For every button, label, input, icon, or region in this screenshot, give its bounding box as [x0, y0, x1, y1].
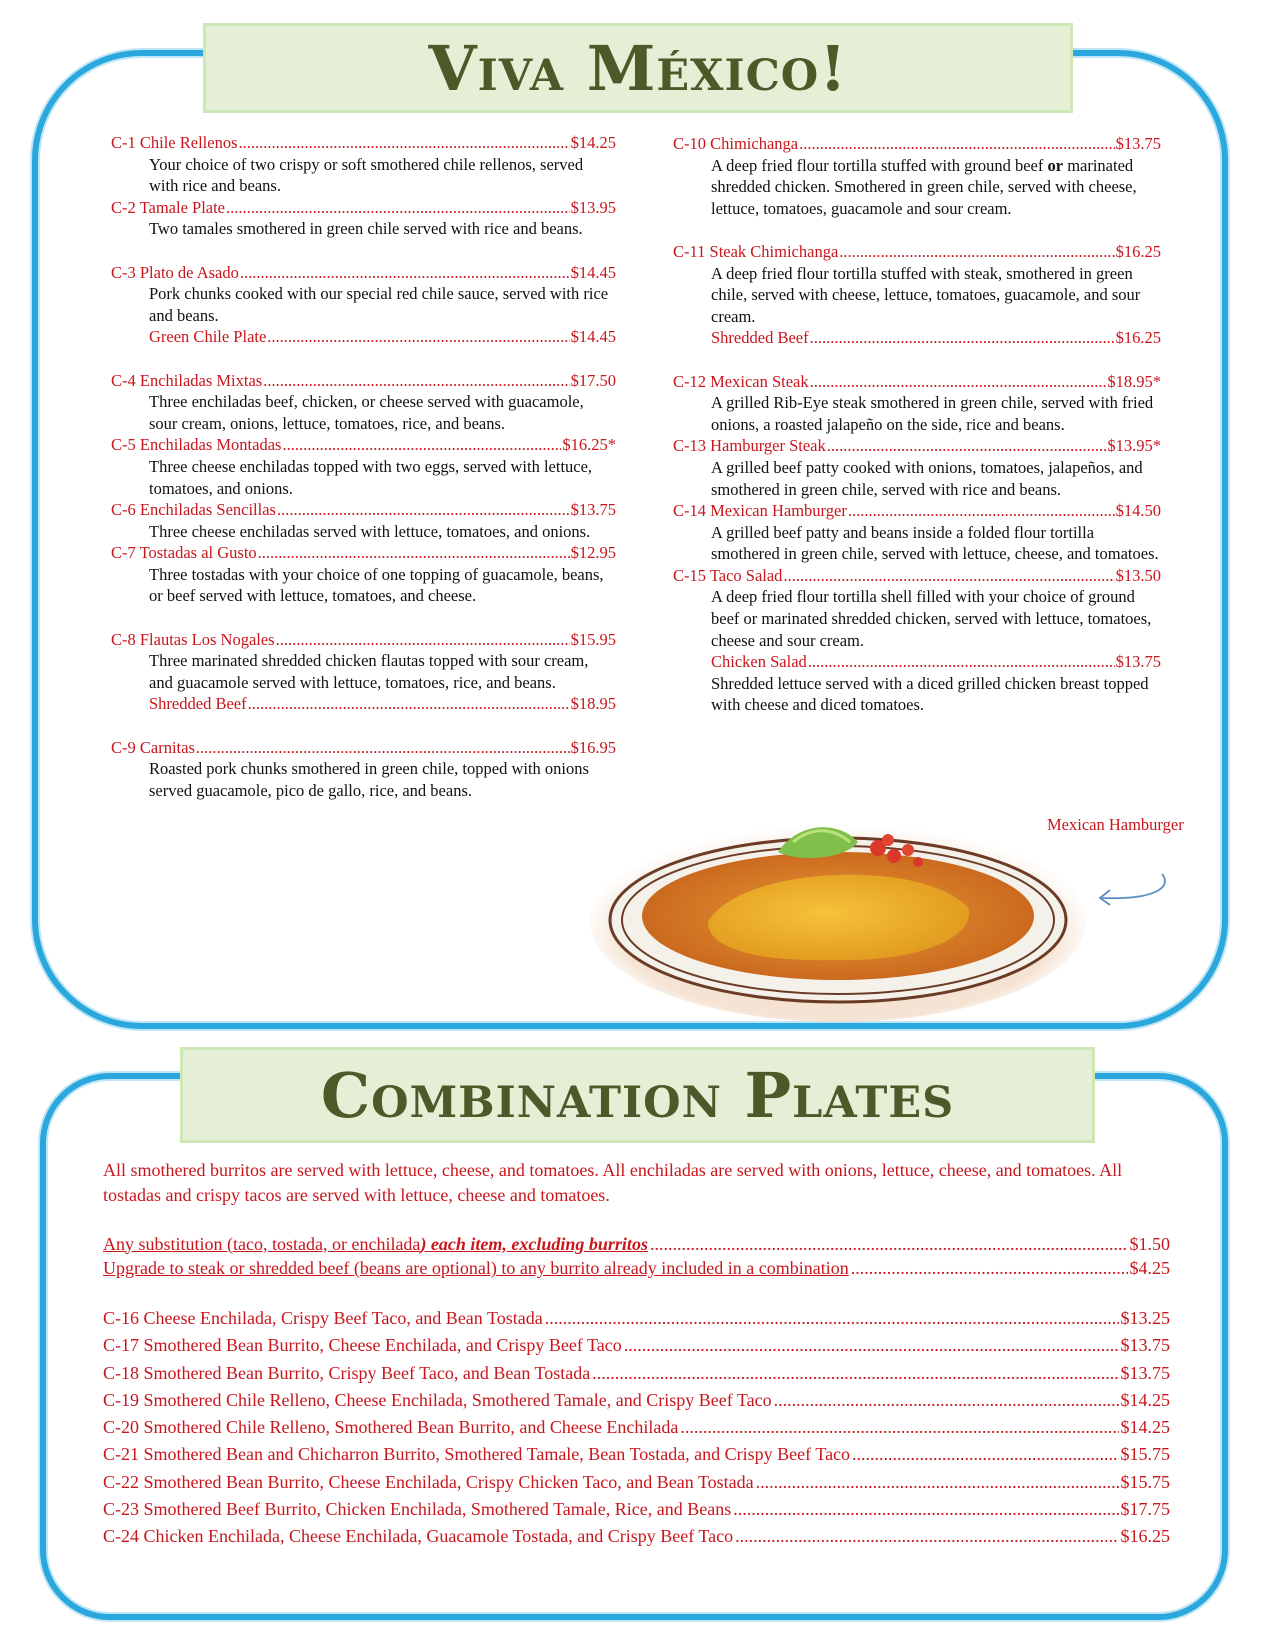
item-description: Three cheese enchiladas topped with two eggs, served with lettuce, tomatoes, and onions. — [149, 456, 593, 498]
item-description: A grilled beef patty cooked with onions, tomatoes, jalapeños, and smothered in green chile, served with rice and beans. — [711, 457, 1143, 499]
menu-item — [111, 629, 616, 715]
item-name: C-4 Enchiladas Mixtas — [111, 370, 263, 390]
item-description: A deep fried flour tortilla stuffed with ground beef or marinated shredded chicken. Smothered in green chile, served with cheese, lettuce, tomatoes, guacamole and sour cream. — [711, 155, 1137, 218]
item-price: $16.95 — [570, 737, 616, 757]
menu-item — [111, 542, 616, 607]
item-description: A grilled beef patty and beans inside a folded flour tortilla smothered in green chile, served with lettuce, cheese, and tomatoes. — [711, 522, 1159, 564]
item-variant-price: $18.95 — [570, 694, 616, 714]
item-price: $13.75 — [1115, 134, 1161, 153]
item-price: $14.45 — [570, 262, 616, 282]
item-variant-name: Green Chile Plate — [149, 327, 267, 347]
item-price: $14.25 — [570, 133, 616, 152]
item-name: C-13 Hamburger Steak — [673, 436, 826, 456]
item-description: Three enchiladas beef, chicken, or cheese served with guacamole, sour cream, onions, lettuce, tomatoes, rice, and beans. — [149, 392, 584, 433]
item-variant-price: $16.25 — [1115, 328, 1161, 348]
substitution-row — [103, 1232, 1170, 1257]
combination-section — [103, 1158, 1170, 1551]
item-name: C-7 Tostadas al Gusto — [111, 543, 257, 563]
item-description: A deep fried flour tortilla stuffed with steak, smothered in green chile, served with cheese, lettuce, tomatoes, guacamole, and sour cream. — [711, 263, 1141, 326]
menu-item — [111, 499, 616, 542]
item-variant-description: Shredded lettuce served with a diced grilled chicken breast topped with cheese and diced tomatoes. — [711, 673, 1149, 715]
menu-column-left — [111, 132, 616, 801]
item-description: A grilled Rib-Eye steak smothered in green chile, served with fried onions, a roasted jalapeño on the side, rice and beans. — [711, 393, 1154, 434]
upgrade-text: Upgrade to steak or shredded beef (beans are optional) to any burrito already included in a combination — [103, 1258, 849, 1278]
item-description: A deep fried flour tortilla shell filled with your choice of ground beef or marinated shredded chicken, served with lettuce, tomatoes, cheese and sour cream. — [711, 587, 1152, 650]
menu-item — [111, 132, 616, 197]
combination-plate: C-17 Smothered Bean Burrito, Cheese Enchilada, and Crispy Beef Taco ..... $13.75 — [103, 1332, 1170, 1359]
menu-item — [673, 565, 1161, 716]
item-variant-name: Shredded Beef — [711, 328, 809, 348]
combination-plate: C-23 Smothered Beef Burrito, Chicken Enchilada, Smothered Tamale, Rice, and Beans ..... $17.75 — [103, 1496, 1170, 1523]
substitution-price: $1.50 — [1129, 1233, 1170, 1254]
item-name: C-2 Tamale Plate — [111, 197, 226, 217]
menu-item — [111, 737, 616, 802]
item-price: $15.95 — [570, 629, 616, 649]
title-banner-bottom — [180, 1047, 1095, 1143]
menu-column-right — [673, 133, 1161, 716]
menu-item — [111, 434, 616, 499]
item-name: C-9 Carnitas — [111, 737, 195, 757]
item-description: Roasted pork chunks smothered in green chile, topped with onions served guacamole, pico de gallo, rice, and beans. — [149, 759, 589, 800]
item-name: C-1 Chile Rellenos — [111, 133, 238, 152]
combination-intro: All smothered burritos are served with lettuce, cheese, and tomatoes. All enchiladas are served with onions, lettuce, cheese, and tomatoes. All tostadas and crispy tacos are served with lettuce, cheese and tomatoes. — [103, 1160, 1123, 1205]
combination-plate: C-16 Cheese Enchilada, Crispy Beef Taco, and Bean Tostada ..... $13.25 — [103, 1305, 1170, 1332]
item-name: C-6 Enchiladas Sencillas — [111, 500, 276, 520]
menu-item — [673, 500, 1161, 565]
item-price: $17.50 — [570, 370, 616, 390]
menu-item — [673, 241, 1161, 349]
combination-plate: C-21 Smothered Bean and Chicharron Burrito, Smothered Tamale, Bean Tostada, and Crispy Beef Taco ..... $15.75 — [103, 1441, 1170, 1468]
item-price: $16.25 — [1115, 241, 1161, 261]
menu-item — [673, 435, 1161, 500]
combination-plate: C-22 Smothered Bean Burrito, Cheese Enchilada, Crispy Chicken Taco, and Bean Tostada ..... $15.75 — [103, 1469, 1170, 1496]
item-name: C-15 Taco Salad — [673, 565, 783, 585]
item-description: Three tostadas with your choice of one topping of guacamole, beans, or beef served with lettuce, tomatoes, and cheese. — [149, 564, 604, 606]
item-name: C-3 Plato de Asado — [111, 262, 239, 282]
upgrade-price: $4.25 — [1129, 1258, 1170, 1278]
item-price: $13.95* — [1107, 436, 1161, 456]
item-price: $14.50 — [1115, 501, 1161, 521]
item-description: Two tamales smothered in green chile served with rice and beans. — [149, 219, 583, 239]
menu-item — [111, 370, 616, 435]
menu-item — [673, 133, 1161, 219]
item-name: C-14 Mexican Hamburger — [673, 501, 847, 521]
item-price: $13.95 — [570, 197, 616, 217]
arrow-icon — [1092, 868, 1172, 912]
combination-plate: C-24 Chicken Enchilada, Cheese Enchilada, Guacamole Tostada, and Crispy Beef Taco ..... $16.25 — [103, 1523, 1170, 1550]
item-description: Pork chunks cooked with our special red chile sauce, served with rice and beans. — [149, 284, 609, 325]
page-title: Viva México! — [428, 31, 848, 105]
item-price: $12.95 — [570, 543, 616, 563]
menu-item — [673, 371, 1161, 436]
combination-plate: C-19 Smothered Chile Relleno, Cheese Enchilada, Smothered Tamale, and Crispy Beef Taco ..... $14.25 — [103, 1387, 1170, 1414]
upgrade-row — [103, 1256, 1170, 1281]
item-name: C-8 Flautas Los Nogales — [111, 629, 275, 649]
item-price: $13.75 — [570, 500, 616, 520]
item-variant-price: $13.75 — [1115, 652, 1161, 672]
title-banner-top — [203, 23, 1073, 113]
item-name: C-10 Chimichanga — [673, 134, 799, 153]
combination-plate: C-20 Smothered Chile Relleno, Smothered Bean Burrito, and Cheese Enchilada ..... $14.25 — [103, 1414, 1170, 1441]
item-price: $18.95* — [1107, 371, 1161, 391]
item-variant-price: $14.45 — [570, 327, 616, 347]
item-price: $13.50 — [1115, 565, 1161, 585]
item-description: Three cheese enchiladas served with lettuce, tomatoes, and onions. — [149, 521, 591, 541]
photo-caption: Mexican Hamburger — [1047, 815, 1184, 834]
item-name: C-12 Mexican Steak — [673, 371, 809, 391]
menu-item — [111, 262, 616, 348]
item-name: C-11 Steak Chimichanga — [673, 241, 839, 261]
food-plate-image — [588, 812, 1088, 1024]
item-variant-name: Chicken Salad — [711, 652, 807, 672]
substitution-text: Any substitution (taco, tostada, or enchilada) each item, excluding burritos — [103, 1233, 648, 1254]
section-title: Combination Plates — [320, 1058, 955, 1132]
item-description: Your choice of two crispy or soft smothered chile rellenos, served with rice and beans. — [149, 154, 584, 196]
item-name: C-5 Enchiladas Montadas — [111, 435, 282, 455]
menu-item — [111, 197, 616, 240]
item-variant-name: Shredded Beef — [149, 694, 247, 714]
combination-plate: C-18 Smothered Bean Burrito, Crispy Beef Taco, and Bean Tostada ..... $13.75 — [103, 1360, 1170, 1387]
item-price: $16.25* — [562, 435, 616, 455]
item-description: Three marinated shredded chicken flautas topped with sour cream, and guacamole served with lettuce, tomatoes, rice, and beans. — [149, 651, 589, 692]
combination-plate-list — [103, 1305, 1170, 1551]
